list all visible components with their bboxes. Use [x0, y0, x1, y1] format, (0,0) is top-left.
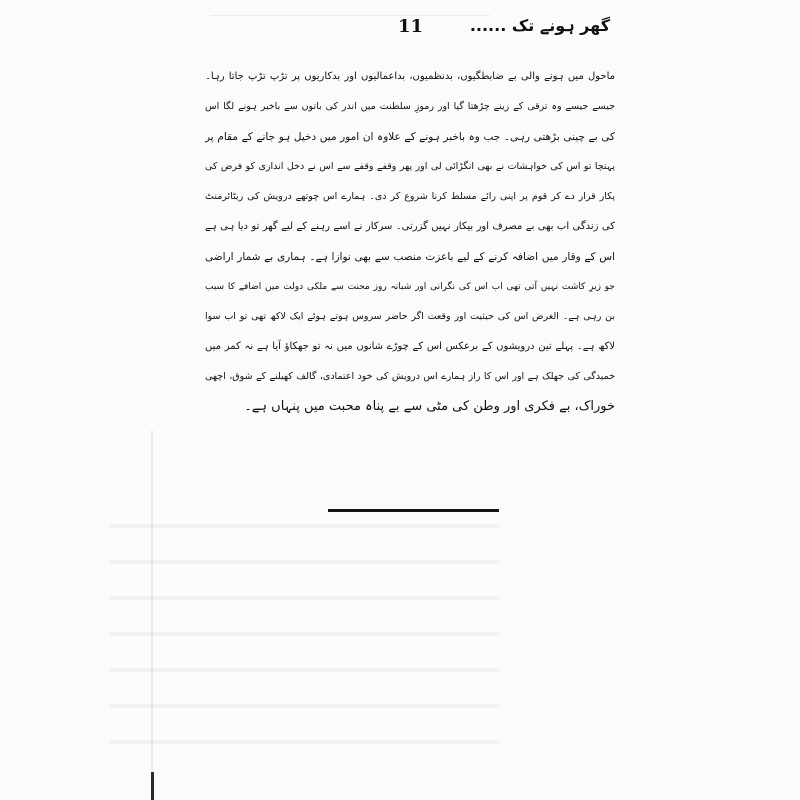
text-line: خوراک، بے فکری اور وطن کی مٹی سے بے پناہ محبت میں پنہاں ہے۔: [244, 399, 615, 414]
text-line: جیسے جیسے وہ ترقی کے زینے چڑھتا گیا اور رموزِ سلطنت میں اندر کی باتوں سے باخبر ہونے لگا اس: [205, 101, 615, 112]
page-edge-mark: [151, 772, 154, 800]
text-line: بن رہی ہے۔ الغرض اس کی حیثیت اور وقعت اگر حاضر سروس ہوتے ہوئے ایک لاکھ تھی تو اب سوا: [205, 311, 615, 322]
page-number: 11: [398, 16, 424, 37]
text-line: ماحول میں ہونے والی بے ضابطگیوں، بدنظمیوں، بداعمالیوں اور بدکاریوں پر تڑپ تڑپ جاتا رہا۔: [205, 71, 615, 82]
text-line: کی زندگی اب بھی بے مصرف اور بیکار نہیں گزرتی۔ سرکار نے اسے رہنے کے لیے گھر تو دیا ہی ہے: [205, 221, 615, 232]
bleed-through-texture: [110, 500, 500, 760]
body-paragraph: [205, 62, 615, 422]
page-header: [200, 16, 610, 46]
text-line: پکار قرار دے کر قوم پر اپنی رائے مسلط کرنا شروع کر دی۔ ہمارے اس چوتھے درویش کی ریٹائرمنٹ: [205, 191, 615, 202]
text-line: اس کے وقار میں اضافہ کرنے کے لیے باعزت منصب سے بھی نوازا ہے۔ ہماری بے شمار اراضی: [205, 251, 615, 263]
text-line: کی بے چینی بڑھتی رہی۔ جب وہ باخبر ہونے کے علاوہ ان امور میں دخیل ہو جانے کے مقام پر: [205, 131, 615, 143]
text-line: پہنچا تو اس کی خواہشات نے بھی انگڑائی لی اور پھر وقفے وقفے سے اس نے دخل اندازی کو فرض کی: [205, 161, 615, 172]
text-line: لاکھ ہے۔ پہلے تین درویشوں کے برعکس اس کے چوڑے شانوں میں نہ تو جھکاؤ آیا ہے نہ کمر میں: [205, 341, 615, 352]
running-title: گھر ہونے تک ......: [469, 16, 610, 35]
text-line: خمیدگی کی جھلک ہے اور اس کا راز ہمارے اس درویش کی خود اعتمادی، گالف کھیلنے کے شوق، اچھی: [205, 371, 615, 382]
text-line: جو زیرِ کاشت نہیں آتی تھی اب اس کی نگرانی اور شبانہ روز محنت سے ملکی دولت میں اضافے کا سبب: [205, 282, 615, 292]
page-edge-shadow: [151, 430, 153, 800]
section-divider-rule: [328, 509, 499, 512]
